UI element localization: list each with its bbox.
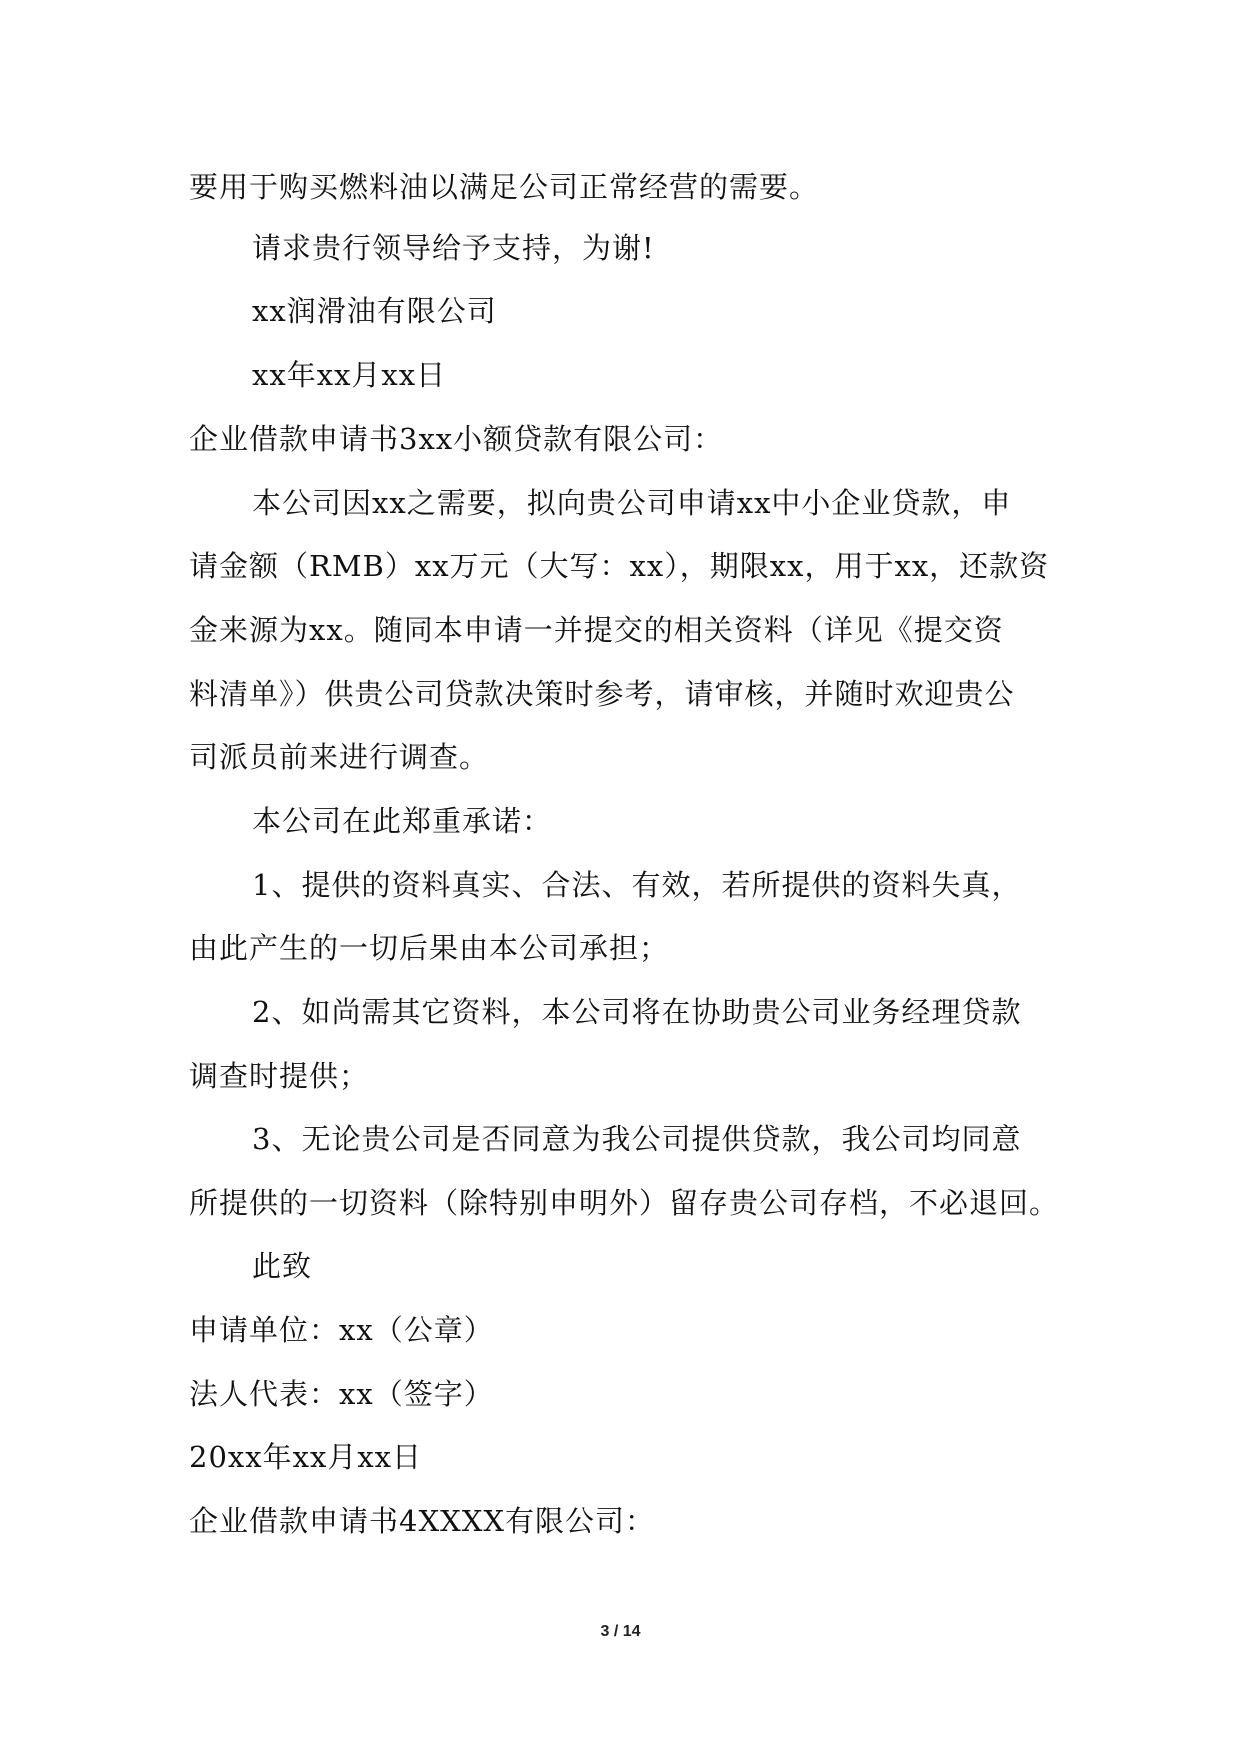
- text-line-14: 2、如尚需其它资料，本公司将在协助贵公司业务经理贷款: [252, 995, 1022, 1029]
- text-line-10: 司派员前来进行调查。: [189, 740, 490, 774]
- text-line-19: 申请单位：xx（公章）: [189, 1313, 494, 1347]
- text-line-18: 此致: [252, 1249, 313, 1283]
- text-line-6: 本公司因xx之需要，拟向贵公司申请xx中小企业贷款，申: [252, 486, 1012, 520]
- text-line-16: 3、无论贵公司是否同意为我公司提供贷款，我公司均同意: [252, 1122, 1022, 1156]
- text-line-3: xx润滑油有限公司: [252, 294, 497, 328]
- text-line-11: 本公司在此郑重承诺：: [252, 804, 553, 838]
- text-line-7: 请金额（RMB）xx万元（大写：xx），期限xx，用于xx，还款资: [189, 549, 1050, 583]
- text-line-5: 企业借款申请书3xx小额贷款有限公司：: [189, 422, 724, 456]
- text-line-17: 所提供的一切资料（除特别申明外）留存贵公司存档，不必退回。: [189, 1186, 1060, 1220]
- text-line-9: 料清单》）供贵公司贷款决策时参考，请审核，并随时欢迎贵公: [189, 677, 1015, 711]
- text-line-21: 20xx年xx月xx日: [189, 1440, 423, 1474]
- text-line-2: 请求贵行领导给予支持，为谢!: [252, 231, 655, 265]
- text-line-1: 要用于购买燃料油以满足公司正常经营的需要。: [189, 170, 820, 204]
- text-line-22: 企业借款申请书4XXXX有限公司：: [189, 1504, 656, 1538]
- text-line-20: 法人代表：xx（签字）: [189, 1377, 494, 1411]
- text-line-13: 由此产生的一切后果由本公司承担；: [189, 931, 670, 965]
- text-line-15: 调查时提供；: [189, 1059, 370, 1093]
- page-number: 3 / 14: [600, 1623, 641, 1640]
- text-line-4: xx年xx月xx日: [252, 358, 447, 392]
- text-line-12: 1、提供的资料真实、合法、有效，若所提供的资料失真，: [252, 868, 1022, 902]
- text-line-8: 金来源为xx。随同本申请一并提交的相关资料（详见《提交资: [189, 613, 1004, 647]
